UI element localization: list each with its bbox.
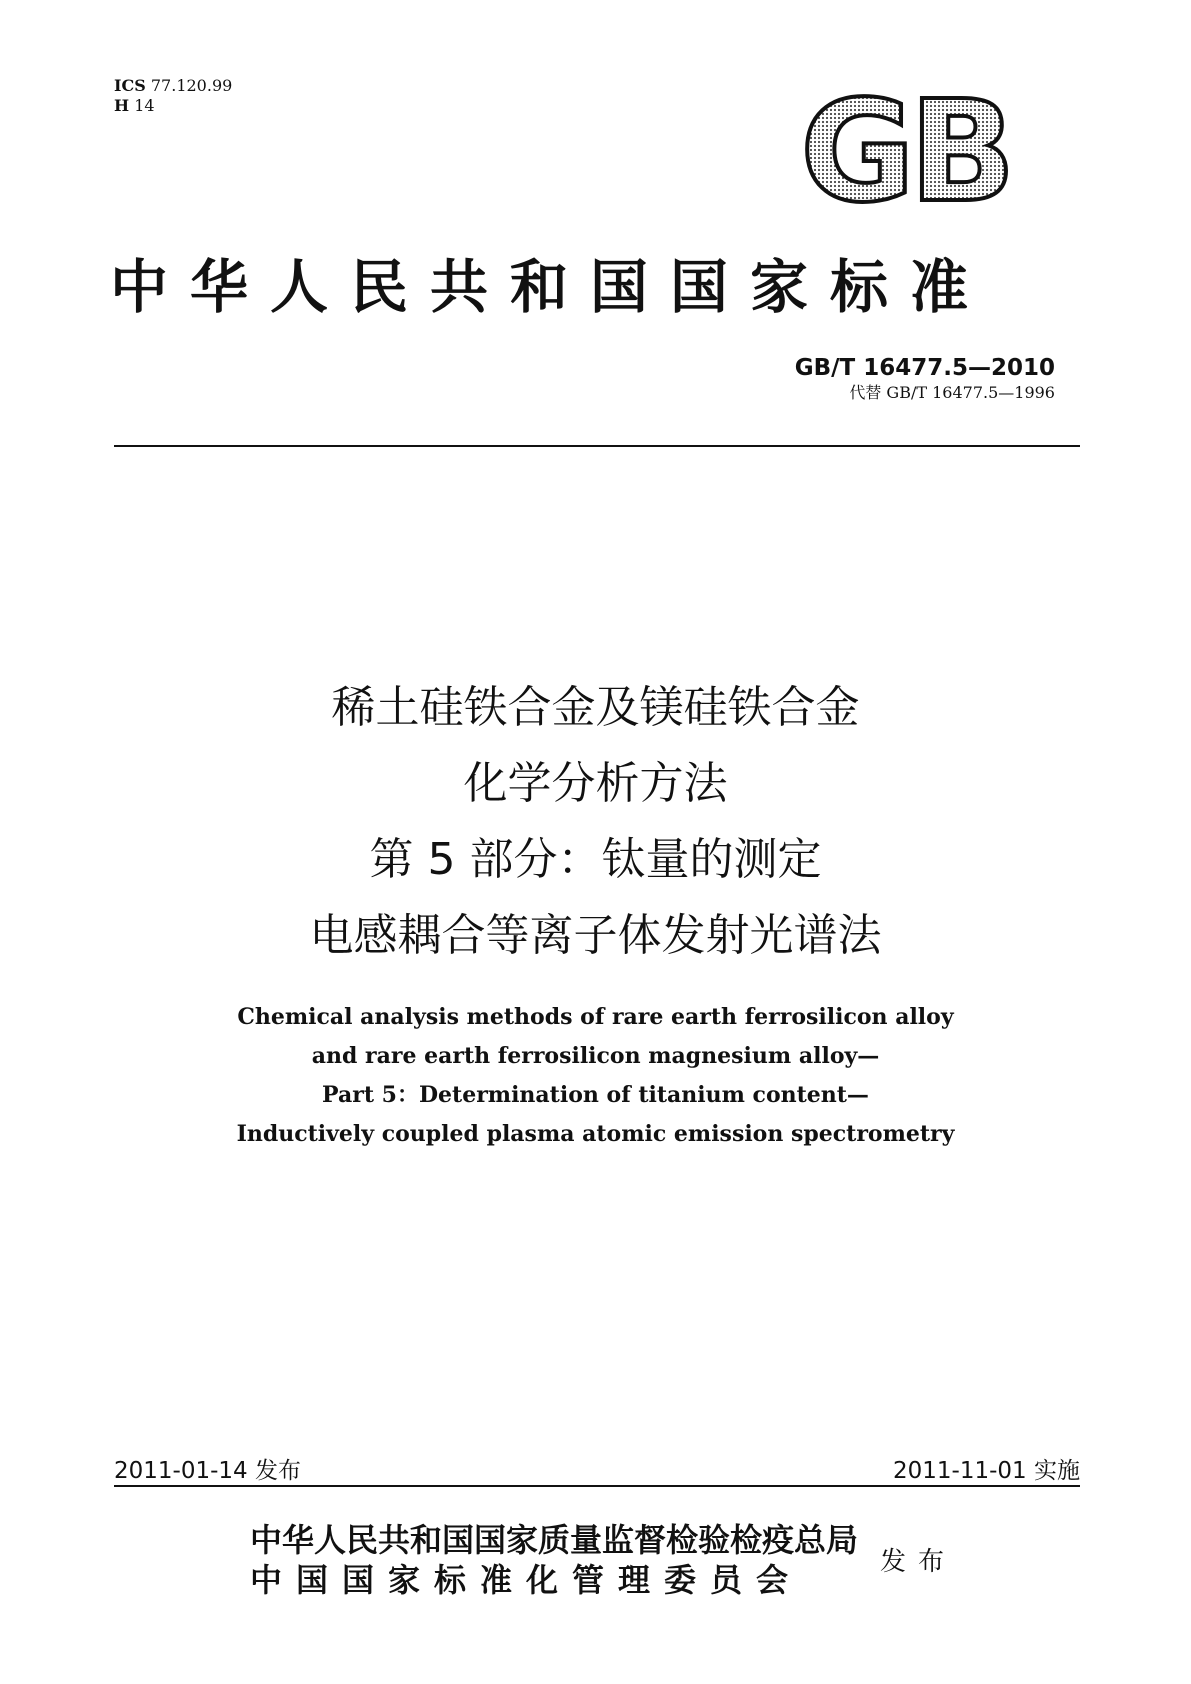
publish-word: 发布 [880,1547,957,1577]
standard-code: GB/T 16477.5—2010 [794,355,1055,381]
publisher-line-2: 中国国家标准化管理委员会 [250,1561,803,1599]
chinese-title-line-1: 稀土硅铁合金及镁硅铁合金 [331,682,860,733]
gb-logo [785,88,1025,216]
ics-code: 77.120.99 [150,76,233,95]
standard-heading: 中华人民共和国国家标准 [110,253,991,321]
bottom-divider [114,1485,1080,1487]
classification-codes [114,76,232,116]
english-title-line-1: Chemical analysis methods of rare earth ferrosilicon alloy [237,1004,954,1030]
replaces-code: 代替 GB/T 16477.5—1996 [849,383,1055,402]
ics-label: ICS [114,76,146,95]
ccs-label: H [114,96,130,115]
standard-code-block [795,354,1055,404]
english-title-line-2: and rare earth ferrosilicon magnesium alloy— [311,1043,880,1069]
publishers [250,1520,858,1600]
chinese-title-line-4: 电感耦合等离子体发射光谱法 [309,910,882,961]
ics-code-line [114,76,232,96]
gb-logo-text: GB [800,88,1010,216]
top-divider [114,445,1080,447]
english-title [0,998,1191,1154]
chinese-title-line-2: 化学分析方法 [463,758,728,809]
ccs-code: 14 [134,96,155,115]
implementation-date: 2011-11-01 实施 [893,1458,1080,1484]
english-title-line-4: Inductively coupled plasma atomic emission spectrometry [236,1121,955,1147]
chinese-title-line-3: 第 5 部分：钛量的测定 [369,834,822,885]
publisher-line-1: 中华人民共和国国家质量监督检验检疫总局 [250,1521,859,1559]
english-title-line-3: Part 5：Determination of titanium content— [322,1082,869,1108]
chinese-title [0,670,1191,974]
issue-date: 2011-01-14 发布 [114,1458,301,1484]
ccs-code-line [114,96,232,116]
